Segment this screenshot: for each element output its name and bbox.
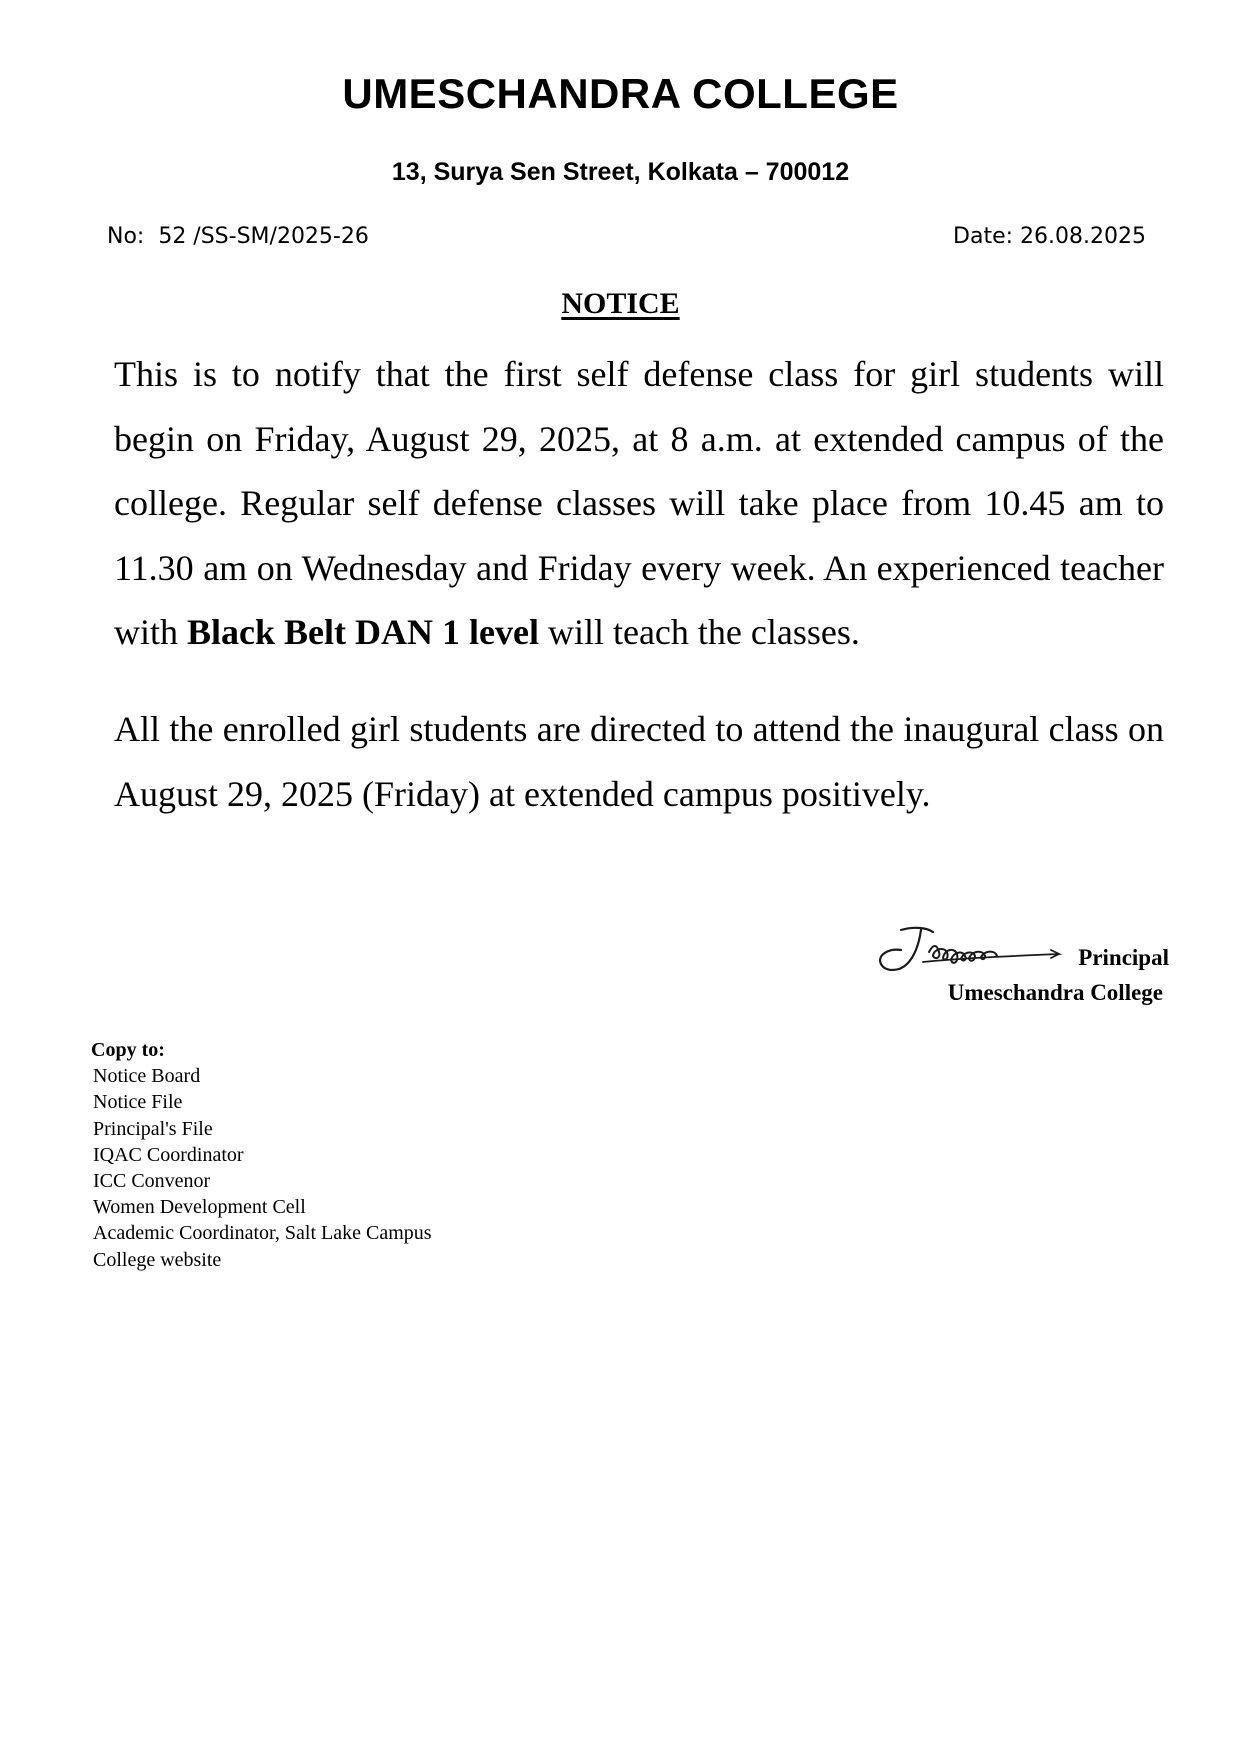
college-address: 13, Surya Sen Street, Kolkata – 700012 bbox=[391, 158, 850, 186]
paragraph-1-bold-text: Black Belt DAN 1 level bbox=[187, 612, 539, 652]
list-item: Notice Board bbox=[93, 1065, 201, 1088]
handwritten-signature bbox=[863, 922, 1103, 982]
paragraph-1-text-end: will teach the classes. bbox=[538, 612, 860, 652]
list-item: Women Development Cell bbox=[93, 1196, 306, 1219]
copy-to-heading: Copy to: bbox=[91, 1039, 165, 1061]
list-item: ICC Convenor bbox=[93, 1170, 211, 1193]
notice-date: Date: 26.08.2025 bbox=[953, 224, 1146, 249]
notice-paragraph-1 bbox=[114, 342, 1164, 665]
paragraph-1-text-start: This is to notify that the first self defense class for girl students will begin on Friday, August 29, 2025, at 8 a.m. at extended campus of the college. Regular self defense classes will take place from 10.45 am to 11.30 am on Wednesday and Friday every week. An experienced teacher with bbox=[114, 354, 1164, 652]
notice-heading: NOTICE bbox=[561, 287, 680, 320]
list-item: IQAC Coordinator bbox=[93, 1143, 244, 1166]
list-item: Notice File bbox=[93, 1091, 183, 1114]
list-item: Principal's File bbox=[93, 1117, 213, 1140]
copy-to-section bbox=[91, 1037, 432, 1273]
college-name: UMESCHANDRA COLLEGE bbox=[342, 70, 899, 117]
signatory-organization: Umeschandra College bbox=[947, 980, 1163, 1005]
notice-paragraph-2: All the enrolled girl students are directed to attend the inaugural class on August 29, 2025 (Friday) at extended campus positively. bbox=[114, 709, 1164, 814]
list-item: Academic Coordinator, Salt Lake Campus bbox=[93, 1222, 432, 1245]
signatory-title: Principal bbox=[1078, 945, 1169, 970]
copy-to-list bbox=[91, 1063, 432, 1273]
list-item: College website bbox=[93, 1248, 222, 1271]
reference-number: No: 52 /SS-SM/2025-26 bbox=[107, 224, 369, 249]
